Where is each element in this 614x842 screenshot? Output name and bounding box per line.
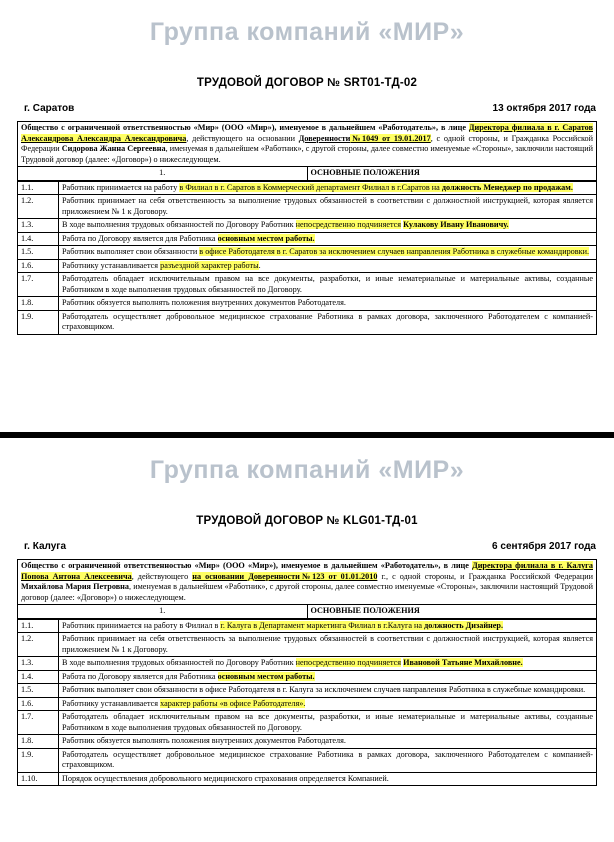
clause-text-part: должность Менеджер по продажам. <box>441 182 573 192</box>
clause-text <box>59 711 597 735</box>
clause-text <box>59 232 597 246</box>
clause-number: 1.3. <box>18 657 59 671</box>
clause-text <box>59 297 597 311</box>
clause-text-part: основным местом работы. <box>217 671 315 681</box>
clause-text <box>59 273 597 297</box>
clause-number: 1.6. <box>18 697 59 711</box>
section-number-2: 1. <box>18 605 308 619</box>
clause-text-part: Работник принимает на себя ответственность за выполнение трудовых обязанностей в соответствии с должностной инструкцией, которая является приложением № 1 к Договору. <box>62 196 593 216</box>
section-title: ОСНОВНЫЕ ПОЛОЖЕНИЯ <box>307 167 597 181</box>
clause-number: 1.8. <box>18 735 59 749</box>
clause-text-part: Кулакову Ивану Ивановичу. <box>403 220 509 229</box>
table-row <box>18 748 597 772</box>
clause-text-part: основным местом работы. <box>217 233 315 243</box>
table-row <box>18 310 597 334</box>
intro-proxy-number: №1049 от 19.01.2017 <box>350 133 431 143</box>
clause-number: 1.10. <box>18 772 59 786</box>
document-meta-row <box>0 103 614 114</box>
table-row <box>18 219 597 233</box>
clause-text-part: Работник выполняет свои обязанности в офисе Работодателя в г. Калуга за исключением случаев направления Работника в служебные командировки. <box>62 685 586 694</box>
intro-director: Директора филиала в г. Калуга Попова Антона Алексеевича <box>21 561 593 581</box>
clause-text-part: в Филиал в г. Саратов в Коммерческий департамент Филиал в г.Саратов на <box>179 182 442 192</box>
clause-text-part: В ходе выполнения трудовых обязанностей по Договору Работник <box>62 658 296 667</box>
clause-text-part: г. Калуга в Департамент маркетинга Филиал в г.Калуга на <box>220 620 425 630</box>
table-row <box>18 259 597 273</box>
clause-number: 1.5. <box>18 246 59 260</box>
table-row <box>18 684 597 698</box>
table-row-section <box>18 167 597 181</box>
intro-director: Директора филиала в г. Саратов Александрова Александра Александровича <box>21 123 593 143</box>
clause-text-part: Ивановой Татьяне Михайловне. <box>403 658 523 667</box>
table-row <box>18 232 597 246</box>
clause-text-part: Работа по Договору является для Работника <box>62 233 218 243</box>
clause-text <box>59 772 597 786</box>
intro-part-8: , именуемая в дальнейшем «Работник», с другой стороны, далее совместно именуемые «Стороны», заключили настоящий Трудовой договор (далее: «Договор») о нижеследующем. <box>21 144 593 164</box>
intro-part-6: , с одной стороны, и Гражданка Российской Федерации <box>21 133 593 153</box>
table-row <box>18 633 597 657</box>
intro-employee-name: Сидорова Жанна Сергеевна <box>61 144 166 153</box>
clause-number: 1.2. <box>18 633 59 657</box>
document-title-2: ТРУДОВОЙ ДОГОВОР № KLG01-ТД-01 <box>196 515 418 527</box>
clause-text-part: Работник принимается на работу <box>62 182 180 192</box>
clause-text-part: Работодатель обладает исключительным правом на все документы, разработки, и иные нематериальные и материальные активы, созданные Работником в ходе выполнения трудовых обязанностей по Договору. <box>62 274 593 294</box>
clause-text-part: должность Дизайнер. <box>424 620 503 630</box>
table-row-intro-2 <box>18 560 597 605</box>
company-brand-heading: Группа компаний «МИР» <box>149 18 465 46</box>
contract-table <box>17 121 597 181</box>
clause-text-part: Работник обязуется выполнять положения внутренних документов Работодателя. <box>62 298 346 307</box>
intro-proxy-number: №123 от 01.01.2010 <box>299 571 378 581</box>
clause-text-part: Работнику устанавливается <box>62 260 161 270</box>
intro-part-1: Общество с ограниченной ответственностью «Мир» (ООО «Мир»), именуемое в дальнейшем «Работодатель», в лице <box>21 561 473 570</box>
clause-text <box>59 619 597 633</box>
document-city-2: г. Калуга <box>24 541 67 552</box>
clause-text <box>59 735 597 749</box>
table-row <box>18 657 597 671</box>
clause-text <box>59 657 597 671</box>
table-row <box>18 772 597 786</box>
clause-number: 1.3. <box>18 219 59 233</box>
clause-number: 1.9. <box>18 748 59 772</box>
clause-number: 1.6. <box>18 259 59 273</box>
intro-part-6: г., с одной стороны, и Гражданка Российской Федерации <box>377 571 593 581</box>
intro-employee-name: Михайлова Мария Петровна <box>21 582 129 591</box>
clause-number: 1.7. <box>18 711 59 735</box>
intro-part-8: , именуемая в дальнейшем «Работник», с другой стороны, далее совместно именуемые «Стороны», заключили настоящий Трудовой договор (далее: «Договор») о нижеследующем. <box>21 582 593 602</box>
table-row <box>18 181 597 195</box>
section-title-2: ОСНОВНЫЕ ПОЛОЖЕНИЯ <box>307 605 597 619</box>
clause-text <box>59 310 597 334</box>
clause-text-part: Работник принимает на себя ответственность за выполнение трудовых обязанностей в соответствии с должностной инструкцией, которая является приложением № 1 к Договору. <box>62 634 593 654</box>
clause-number: 1.5. <box>18 684 59 698</box>
clause-text-part: Работник выполняет свои обязанности <box>62 247 200 256</box>
clause-number: 1.2. <box>18 195 59 219</box>
document-title: ТРУДОВОЙ ДОГОВОР № SRT01-ТД-02 <box>196 77 418 89</box>
table-row <box>18 195 597 219</box>
clause-number: 1.7. <box>18 273 59 297</box>
clause-text-part: Работник принимается на работу в Филиал в <box>62 620 221 630</box>
clause-number: 1.1. <box>18 619 59 633</box>
document-meta-row-2 <box>0 541 614 552</box>
table-row <box>18 735 597 749</box>
section-number: 1. <box>18 167 308 181</box>
contract-table-2 <box>17 559 597 619</box>
intro-paragraph <box>18 122 597 167</box>
intro-proxy-label: на основании Доверенности <box>192 571 300 581</box>
clause-number: 1.1. <box>18 181 59 195</box>
clause-number: 1.4. <box>18 670 59 684</box>
clause-text-part: в офисе Работодателя в г. Саратов за исключением случаев направления Работника в служебные командировки. <box>199 247 590 256</box>
clause-text-part: Работодатель осуществляет добровольное медицинское страхование Работника в рамках договора, заключенного Работодателем с компанией-страховщиком. <box>62 311 593 331</box>
clause-text-part: Работодатель обладает исключительным правом на все документы, разработки, и иные нематериальные и материальные активы, созданные Работником в ходе выполнения трудовых обязанностей по Договору. <box>62 712 593 732</box>
clause-text-part: непосредственно подчиняется <box>295 658 402 667</box>
document-date: 13 октября 2017 года <box>492 103 596 114</box>
clause-text <box>59 697 597 711</box>
clause-text <box>59 684 597 698</box>
intro-proxy-label: Доверенности <box>298 133 351 143</box>
contract-clauses-table-1 <box>17 181 597 335</box>
clause-text-part: . <box>258 260 261 270</box>
clause-number: 1.9. <box>18 310 59 334</box>
contract-clauses-table-2 <box>17 619 597 787</box>
document-city: г. Саратов <box>24 103 75 114</box>
table-row-intro <box>18 122 597 167</box>
document-date-2: 6 сентября 2017 года <box>492 541 596 552</box>
clause-number: 1.8. <box>18 297 59 311</box>
clause-text-part: Работа по Договору является для Работника <box>62 671 218 681</box>
clause-text-part: Работнику устанавливается <box>62 698 161 708</box>
table-row <box>18 246 597 260</box>
table-row <box>18 273 597 297</box>
table-row-section-2 <box>18 605 597 619</box>
clause-text-part: Работодатель осуществляет добровольное медицинское страхование Работника в рамках договора, заключенного Работодателем с компанией-страховщиком. <box>62 749 593 769</box>
intro-part-3: , действующего на основании <box>186 133 299 143</box>
intro-part-1: Общество с ограниченной ответственностью «Мир» (ООО «Мир»), именуемое в дальнейшем «Работодатель», в лице <box>21 123 469 132</box>
table-row <box>18 711 597 735</box>
clause-text <box>59 195 597 219</box>
intro-paragraph-2 <box>18 560 597 605</box>
clause-text <box>59 633 597 657</box>
clause-number: 1.4. <box>18 232 59 246</box>
clause-text <box>59 219 597 233</box>
clause-text-part: Порядок осуществления добровольного медицинского страхования определяется Компанией. <box>62 773 389 783</box>
clause-text-part: Работник обязуется выполнять положения внутренних документов Работодателя. <box>62 736 346 745</box>
company-brand-heading-2: Группа компаний «МИР» <box>149 456 465 484</box>
clause-text-part: характер работы «в офисе Работодателя». <box>160 698 306 708</box>
document-page-2 <box>0 438 614 842</box>
clause-text <box>59 670 597 684</box>
clause-text <box>59 246 597 260</box>
table-row <box>18 670 597 684</box>
clause-text <box>59 748 597 772</box>
clause-text-part: В ходе выполнения трудовых обязанностей по Договору Работник <box>62 220 296 229</box>
clause-text-part: разъездной характер работы <box>160 260 259 270</box>
table-row <box>18 697 597 711</box>
table-row <box>18 297 597 311</box>
intro-part-3: , действующего <box>131 571 193 581</box>
clause-text <box>59 259 597 273</box>
clause-text-part: непосредственно подчиняется <box>295 220 402 229</box>
table-row <box>18 619 597 633</box>
clause-text <box>59 181 597 195</box>
